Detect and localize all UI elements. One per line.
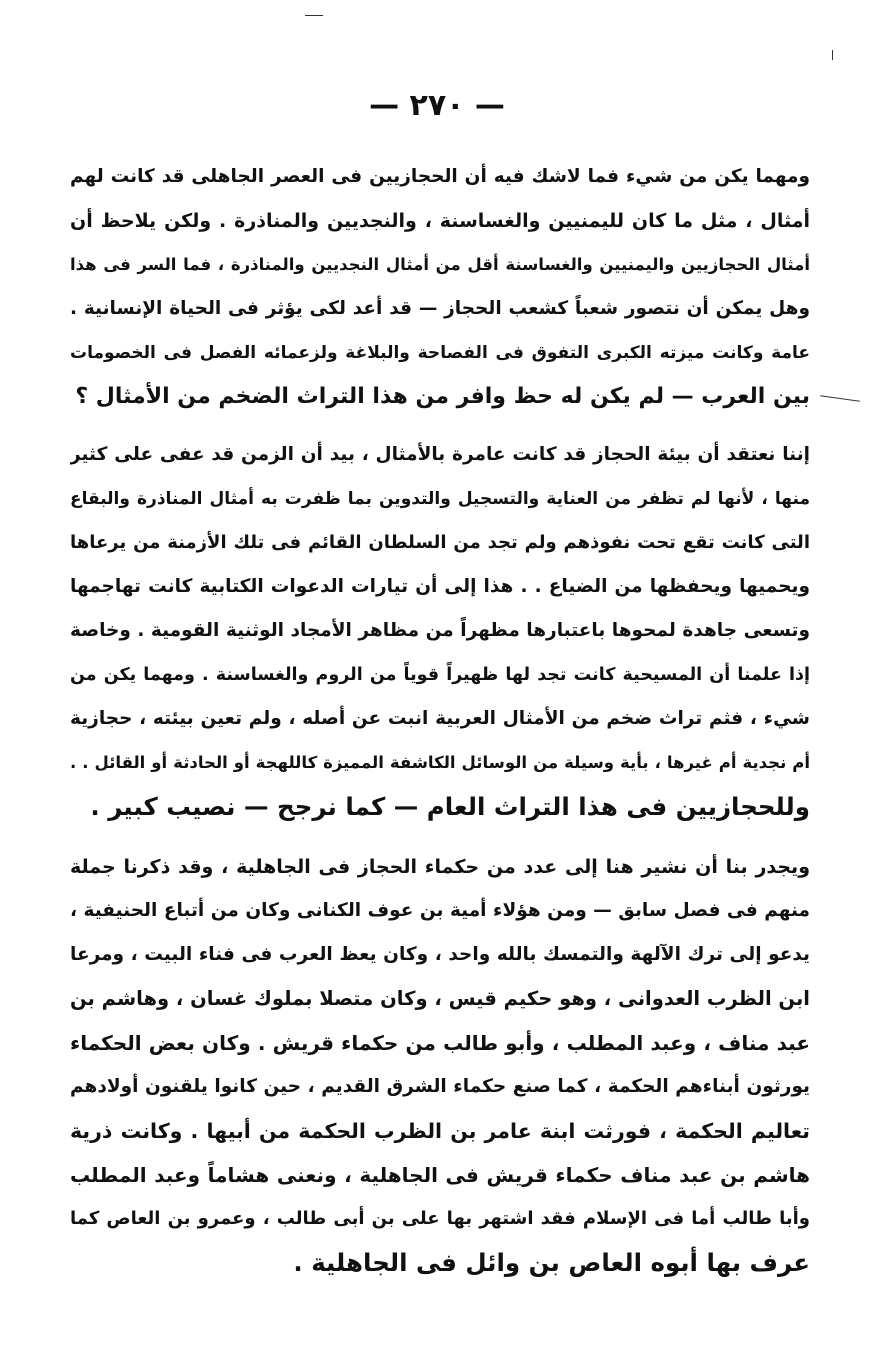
text-line: ومهما يكن من شيء فما لاشك فيه أن الحجازيين فى العصر الجاهلى قد كانت لهم bbox=[70, 166, 810, 187]
text-line: أمثال الحجازيين واليمنيين والغساسنة أقل من أمثال النجديين والمناذرة ، فما السر فى هذا bbox=[70, 255, 810, 274]
text-line: بين العرب — لم يكن له حظ وافر من هذا التراث الضخم من الأمثال ؟ bbox=[75, 384, 810, 409]
text-line: يدعو إلى ترك الآلهة والتمسك بالله واحد ، وكان يعظ العرب فى فناء البيت ، ومرعا bbox=[70, 944, 810, 965]
text-line: منهم فى فصل سابق — ومن هؤلاء أمية بن عوف الكنانى وكان من أتباع الحنيفية ، bbox=[70, 900, 810, 921]
text-line: إننا نعتقد أن بيئة الحجاز قد كانت عامرة بالأمثال ، بيد أن الزمن قد عفى على كثير bbox=[70, 444, 810, 465]
text-line: وللحجازيين فى هذا التراث العام — كما نرجح — نصيب كبير . bbox=[90, 792, 810, 821]
text-line: عرف بها أبوه العاص بن وائل فى الجاهلية . bbox=[293, 1248, 810, 1277]
text-line: شيء ، فثم تراث ضخم من الأمثال العربية انبت عن أصله ، ولم تعين بيئته ، حجازية bbox=[70, 708, 810, 729]
text-line: التى كانت تقع تحت نفوذهم ولم تجد من السلطان القائم فى تلك الأزمنة من يرعاها bbox=[70, 532, 810, 553]
paragraph-3 bbox=[70, 845, 810, 1285]
text-line: يورثون أبناءهم الحكمة ، كما صنع حكماء الشرق القديم ، حين كانوا يلقنون أولادهم bbox=[70, 1076, 810, 1097]
paragraph-2 bbox=[70, 433, 810, 829]
text-line: ابن الظرب العدوانى ، وهو حكيم قيس ، وكان متصلا بملوك غسان ، وهاشم بن bbox=[70, 987, 810, 1010]
scan-mark bbox=[832, 50, 833, 60]
text-line: ويحميها ويحفظها من الضياع . . هذا إلى أن تيارات الدعوات الكتابية كانت تهاجمها bbox=[70, 576, 810, 597]
text-line: عبد مناف ، وعبد المطلب ، وأبو طالب من حكماء قريش . وكان بعض الحكماء bbox=[70, 1031, 810, 1055]
margin-pencil-mark bbox=[820, 395, 860, 402]
text-line: إذا علمنا أن المسيحية كانت تجد لها ظهيراً قوياً من الروم والغساسنة . ومهما يكن من bbox=[70, 665, 810, 685]
paragraph-1 bbox=[70, 155, 810, 419]
text-line: تعاليم الحكمة ، فورثت ابنة عامر بن الظرب الحكمة من أبيها . وكانت ذرية bbox=[70, 1119, 810, 1143]
text-line: وأبا طالب أما فى الإسلام فقد اشتهر بها على بن أبى طالب ، وعمرو بن العاص كما bbox=[70, 1208, 810, 1229]
text-line: ويجدر بنا أن نشير هنا إلى عدد من حكماء الحجاز فى الجاهلية ، وقد ذكرنا جملة bbox=[70, 856, 810, 878]
text-line: أمثال ، مثل ما كان لليمنيين والغساسنة ، والنجديين والمناذرة . ولكن يلاحظ أن bbox=[70, 210, 810, 232]
text-line: وهل يمكن أن نتصور شعباً كشعب الحجاز — قد أعد لكى يؤثر فى الحياة الإنسانية . bbox=[70, 298, 810, 319]
text-line: وتسعى جاهدة لمحوها باعتبارها مظهراً من مظاهر الأمجاد الوثنية القومية . وخاصة bbox=[70, 620, 810, 641]
text-line: أم نجدية أم غيرها ، بأية وسيلة من الوسائل الكاشفة المميزة كاللهجة أو الحادثة أو القائل . . bbox=[70, 753, 810, 772]
page-number: — ٢٧٠ — bbox=[369, 88, 505, 123]
text-line: عامة وكانت ميزته الكبرى التفوق فى الفصاحة والبلاغة ولزعمائه الفصل فى الخصومات bbox=[70, 343, 810, 363]
text-line: هاشم بن عبد مناف حكماء قريش فى الجاهلية ، ونعنى هشاماً وعبد المطلب bbox=[70, 1163, 810, 1187]
scan-mark bbox=[305, 15, 323, 16]
text-line: منها ، لأنها لم تظفر من العناية والتسجيل والتدوين بما ظفرت به أمثال المناذرة والبقاع bbox=[70, 489, 810, 509]
